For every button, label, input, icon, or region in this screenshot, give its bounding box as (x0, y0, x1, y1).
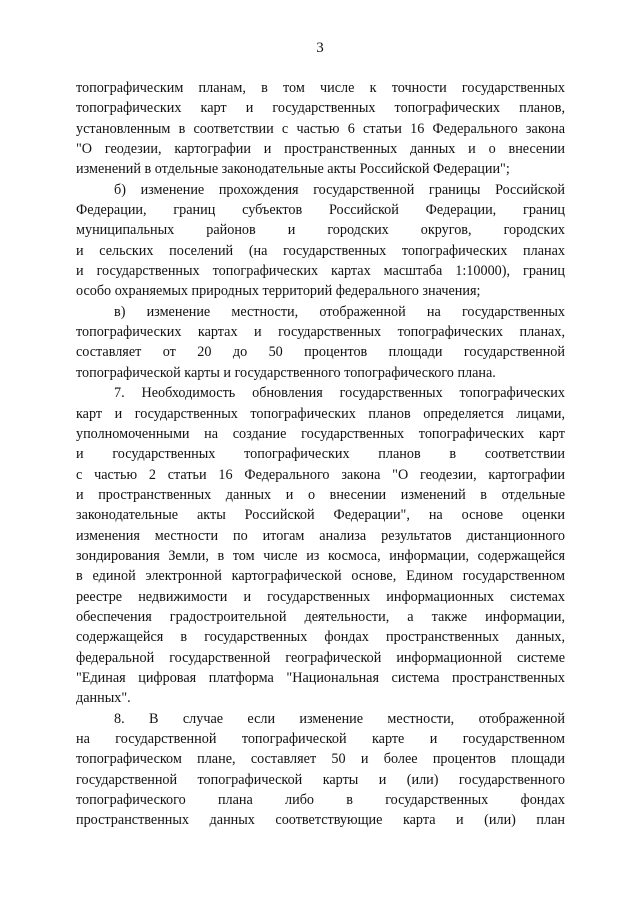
text-line: топографическим планам, в том числе к точности государственных (76, 80, 565, 96)
text-line: содержащейся в государственных фондах пространственных данных, (76, 629, 565, 646)
text-line: и сельских поселений (на государственных топографических планах (76, 242, 565, 259)
text-line: изменения местности по итогам анализа результатов дистанционного (76, 527, 565, 544)
text-line: изменений в отдельные законодательные акты Российской Федерации"; (76, 161, 510, 178)
text-line: в единой электронной картографической основе, Едином государственном (76, 568, 565, 585)
text-line: обеспечения градостроительной деятельности, а также информации, (76, 608, 565, 625)
text-line: на государственной топографической карте и государственном (76, 731, 565, 747)
text-line: "Единая цифровая платформа "Национальная система пространственных (76, 669, 565, 686)
text-line: карт и государственных топографических планов определяется лицами, (76, 405, 565, 422)
text-line: составляет от 20 до 50 процентов площади государственной (76, 344, 565, 361)
text-line: государственной топографической карты и (или) государственного (76, 771, 565, 788)
text-line: особо охраняемых природных территорий федерального значения; (76, 283, 481, 300)
text-line: и государственных топографических картах масштаба 1:10000), границ (76, 263, 565, 280)
text-line: зондирования Земли, в том числе из космоса, информации, содержащейся (76, 547, 565, 564)
text-line: топографическом плане, составляет 50 и более процентов площади (76, 751, 565, 768)
text-line: топографических картах и государственных топографических планах, (76, 324, 565, 341)
text-line: и пространственных данных и о внесении изменений в отдельные (76, 486, 565, 503)
text-line: "О геодезии, картографии и пространственных данных и о внесении (76, 141, 565, 158)
text-line: уполномоченными на создание государственных топографических карт (76, 425, 565, 442)
text-line: топографического плана либо в государственных фондах (76, 792, 565, 809)
text-line: топографических карт и государственных топографических планов, (76, 100, 565, 117)
text-line: 8. В случае если изменение местности, отображенной (114, 710, 565, 727)
text-line: данных". (76, 690, 131, 707)
text-line: 7. Необходимость обновления государственных топографических (114, 385, 565, 402)
text-line: в) изменение местности, отображенной на государственных (114, 303, 565, 320)
text-line: муниципальных районов и городских округов, городских (76, 222, 565, 239)
text-line: и государственных топографических планов в соответствии (76, 446, 565, 463)
document-body (76, 78, 565, 831)
text-line: пространственных данных соответствующие карта и (или) план (76, 812, 565, 829)
text-line: б) изменение прохождения государственной границы Российской (114, 181, 565, 198)
text-line: реестре недвижимости и государственных информационных системах (76, 588, 565, 605)
text-line: установленным в соответствии с частью 6 статьи 16 Федерального закона (76, 120, 565, 137)
text-line: топографической карты и государственного топографического плана. (76, 364, 496, 381)
text-line: с частью 2 статьи 16 Федерального закона "О геодезии, картографии (76, 466, 565, 483)
text-line: федеральной государственной географической информационной системе (76, 649, 565, 666)
page-number: 3 (316, 40, 324, 56)
text-line: законодательные акты Российской Федерации", на основе оценки (76, 507, 565, 524)
text-line: Федерации, границ субъектов Российской Федерации, границ (76, 202, 565, 219)
